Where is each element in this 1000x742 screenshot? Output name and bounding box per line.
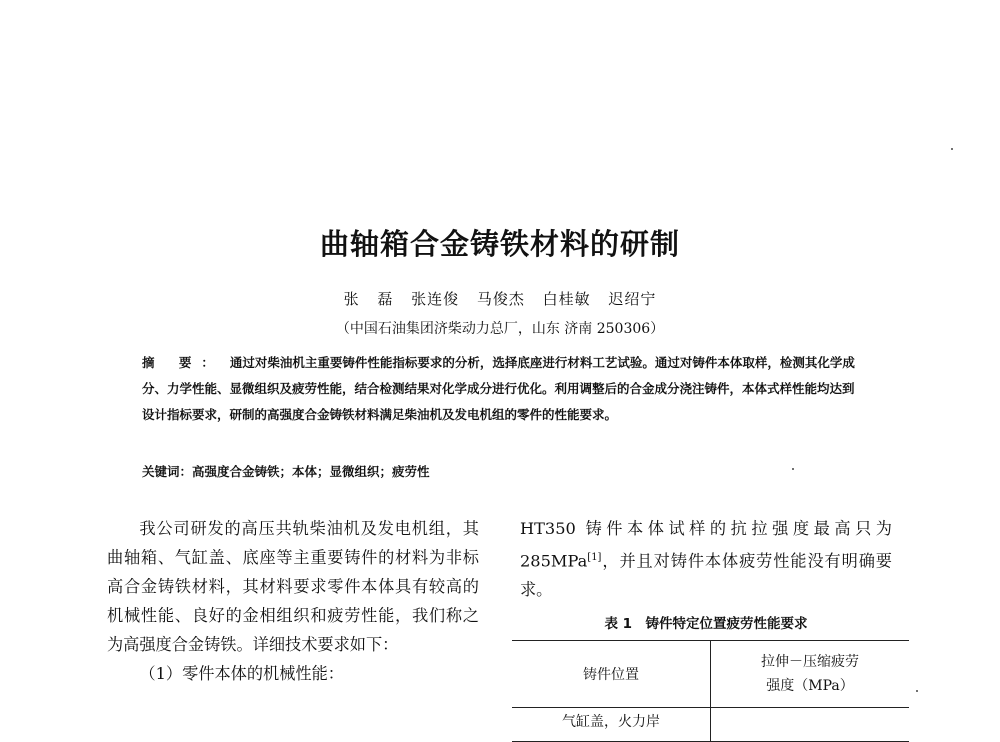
continuation-text-a: HT350 铸件本体试样的抗拉强度最高只为 285MPa [520,519,892,571]
table-row [512,708,909,742]
abstract [142,350,860,428]
paper-title: 曲轴箱合金铸铁材料的研制 [319,227,680,261]
header-fatigue-line1: 拉伸－压缩疲劳 [761,654,859,670]
table-header-row [512,641,909,708]
scan-speck [951,148,953,150]
scan-speck [792,468,794,470]
keywords [142,462,860,480]
left-column [107,514,479,688]
header-cell-fatigue [711,641,910,708]
keywords-label: 关键词： [142,464,193,479]
continuation-text-b: ，并且对铸件本体疲劳性能没有明确要求。 [520,551,892,600]
table-caption: 表 1 铸件特定位置疲劳性能要求 [604,616,808,632]
intro-paragraph: 我公司研发的高压共轨柴油机及发电机组，其曲轴箱、气缸盖、底座等主重要铸件的材料为非标高合金铸铁材料，其材料要求零件本体具有较高的机械性能、良好的金相组织和疲劳性能，我们称之为高强度合金铸铁。详细技术要求如下： [107,519,479,654]
fatigue-requirements-table [512,640,909,742]
abstract-text: 通过对柴油机主重要铸件性能指标要求的分析，选择底座进行材料工艺试验。通过对铸件本体取样，检测其化学成分、力学性能、显微组织及疲劳性能，结合检测结果对化学成分进行优化。利用调整后的合金成分浇注铸件，本体式样性能均达到设计指标要求，研制的高强度合金铸铁材料满足柴油机及发电机组的零件的性能要求。 [142,355,855,422]
abstract-label: 摘 要： [142,355,224,370]
requirement-item-1: （1）零件本体的机械性能： [139,664,344,683]
affiliation: （中国石油集团济柴动力总厂，山东 济南 250306） [335,321,665,337]
right-column [520,514,892,604]
keywords-text: 高强度合金铸铁；本体；显微组织；疲劳性 [192,464,430,479]
citation-ref: [1] [587,552,602,563]
scan-speck [916,690,918,692]
table-cell-position: 气缸盖，火力岸 [512,708,711,742]
header-fatigue-line2: 强度（MPa） [766,678,854,694]
continuation-paragraph [520,514,892,604]
table-cell-fatigue [711,708,910,742]
header-cell-position: 铸件位置 [512,641,711,708]
author-list: 张 磊 张连俊 马俊杰 白桂敏 迟绍宁 [343,290,657,308]
